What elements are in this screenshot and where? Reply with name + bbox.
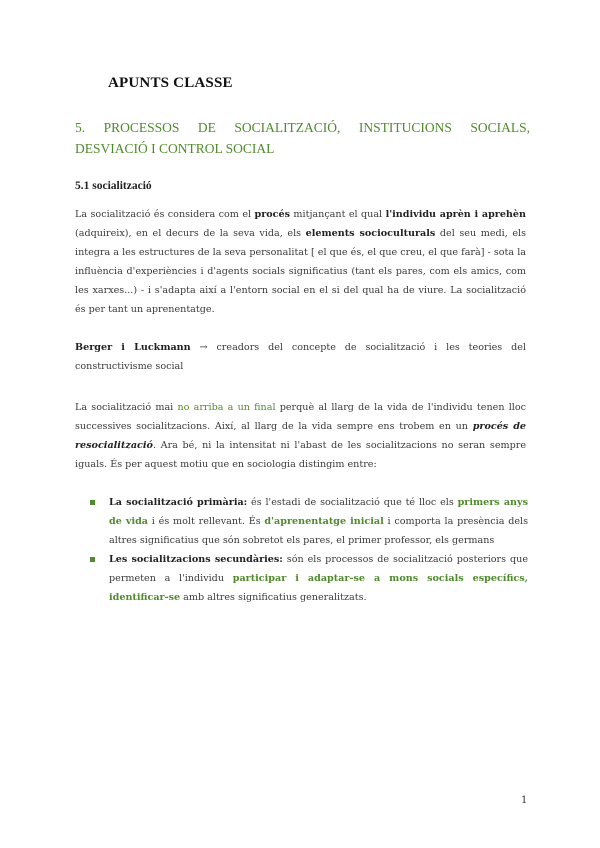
page-number: 1 xyxy=(521,795,528,806)
authors: Berger i Luckmann xyxy=(75,342,191,353)
bullet-term: Les socialitzacions secundàries: xyxy=(109,554,283,565)
keyword-individu: l'individu aprèn i aprehèn xyxy=(385,209,526,220)
square-bullet-icon xyxy=(90,557,95,562)
bullet-term: La socialització primària: xyxy=(109,497,248,508)
highlight: participar i adaptar-se a mons socials específics, identificar-se xyxy=(109,573,529,603)
text: són els processos de socialització posteriors que permeten a l'individu xyxy=(109,554,529,584)
list-item xyxy=(90,550,528,607)
keyword-resocialitzacio: procés de resocialització xyxy=(75,421,527,451)
keyword-proces: procés xyxy=(254,209,290,220)
highlight: primers anys de vida xyxy=(109,497,528,527)
text: La socialització és considera com el xyxy=(75,209,255,220)
highlight: d'aprenentatge inicial xyxy=(264,516,384,527)
text: perquè al llarg de la vida de l'individu tenen lloc successives socialitzacions. Així, al llarg de la vida sempre ens trobem en un xyxy=(75,402,526,432)
paragraph-definition xyxy=(75,205,526,319)
highlight-no-final: no arriba a un final xyxy=(177,402,276,413)
text: La socialització mai xyxy=(75,402,178,413)
text: i és molt rellevant. És xyxy=(148,516,265,527)
text: (adquireix), en el decurs de la seva vida, els xyxy=(75,228,306,239)
paragraph-resocialitzacio xyxy=(75,398,526,474)
paragraph-berger-luckmann xyxy=(75,338,526,376)
list-item xyxy=(90,493,528,550)
text: és l'estadi de socialització que té lloc els xyxy=(247,497,458,508)
section-heading: 5. PROCESSOS DE SOCIALITZACIÓ, INSTITUCIONS SOCIALS, DESVIACIÓ I CONTROL SOCIAL xyxy=(75,120,530,156)
arrow: → xyxy=(190,342,217,353)
document-title: APUNTS CLASSE xyxy=(108,75,233,91)
bullet-list xyxy=(90,493,528,607)
subsection-heading: 5.1 socialització xyxy=(75,180,152,192)
text: mitjançant el qual xyxy=(290,209,386,220)
text: amb altres significatius generalitzats. xyxy=(180,592,367,603)
text: i comporta la presència dels altres significatius que són sobretot els pares, el primer professor, els germans xyxy=(109,516,528,546)
square-bullet-icon xyxy=(90,500,95,505)
keyword-elements: elements socioculturals xyxy=(305,228,436,239)
text: creadors del concepte de socialització i les teories del constructivisme social xyxy=(75,342,526,372)
text: del seu medi, els integra a les estructures de la seva personalitat [ el que és, el que creu, el que farà] - sota la influència d'experiències i d'agents socials significatius (tant els pares, com els amics, com les xarxes...) - i s'adapta així a l'entorn social en el si del qual ha de viure. La socialització és per tant un aprenentatge. xyxy=(75,228,527,315)
text: . Ara bé, ni la intensitat ni l'abast de les socialitzacions no seran sempre iguals. És per aquest motiu que en sociologia distingim entre: xyxy=(75,440,526,470)
